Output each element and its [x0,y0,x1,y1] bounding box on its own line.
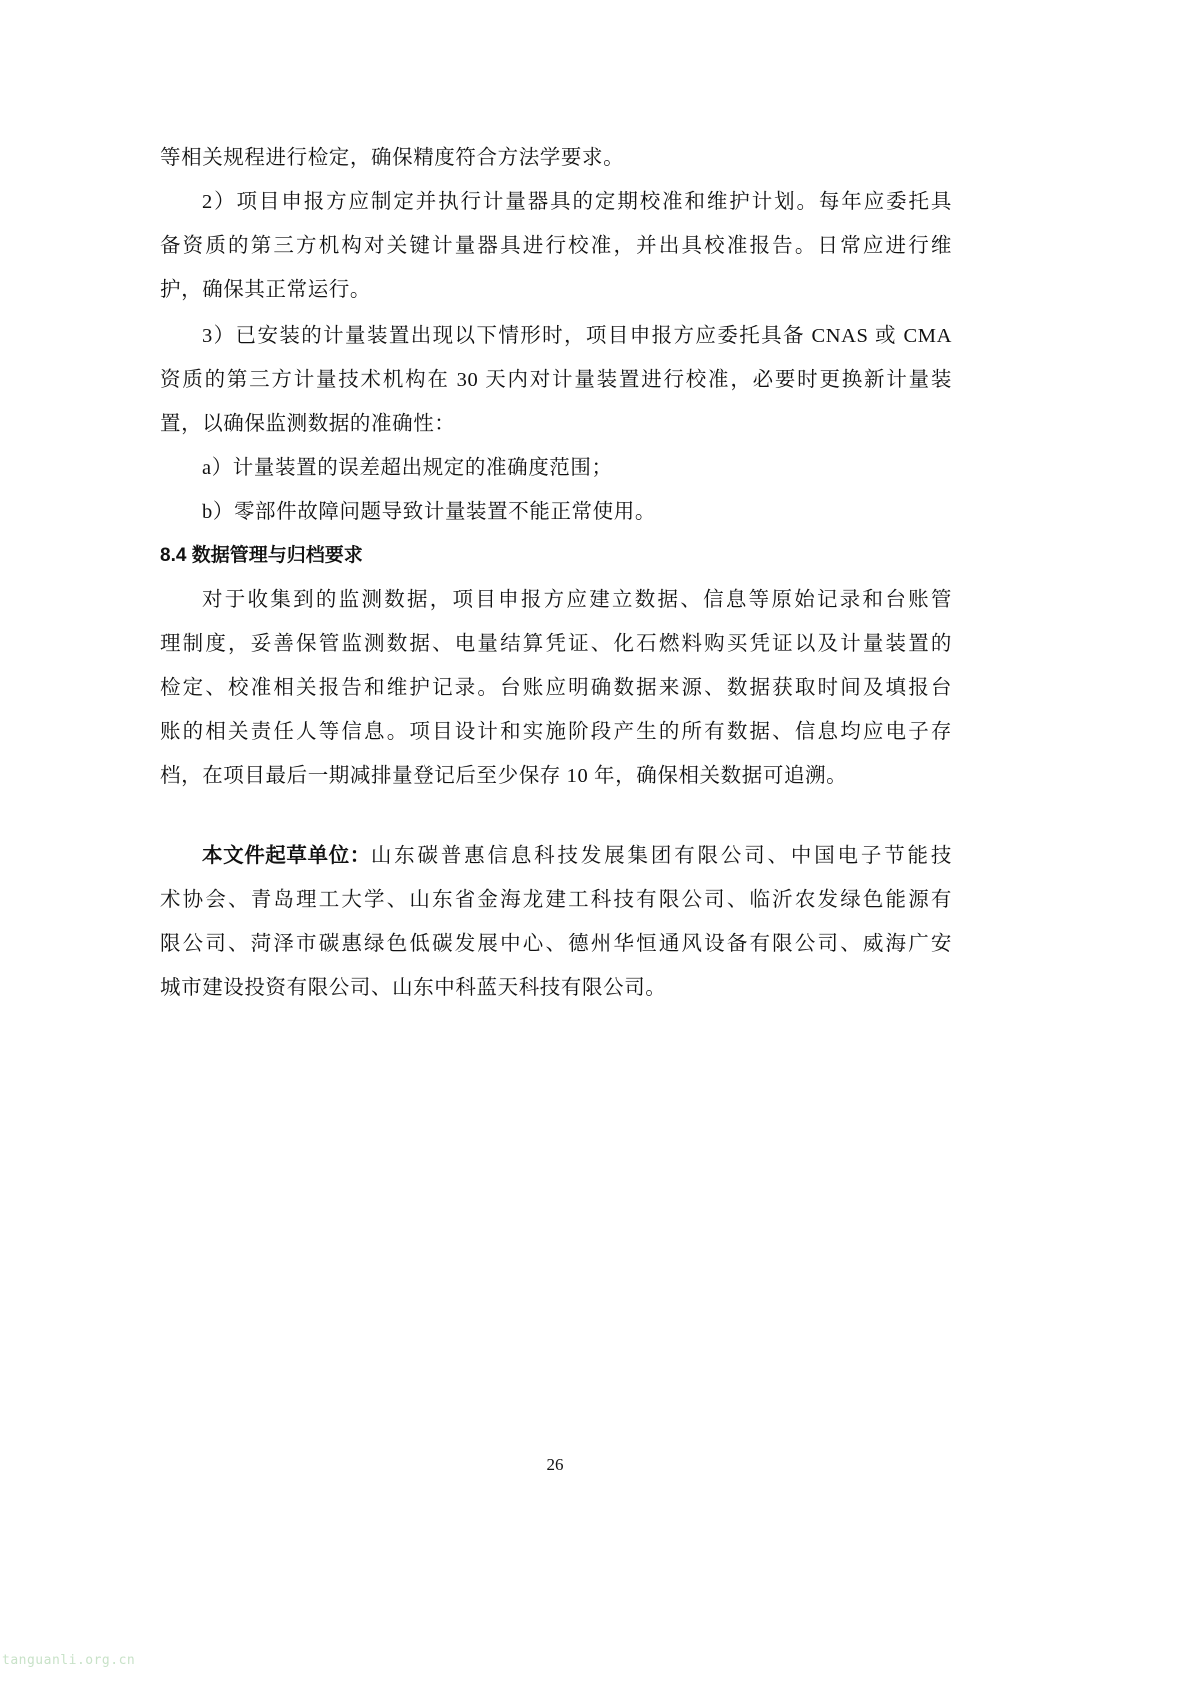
paragraph-line: 护，确保其正常运行。 [160,279,371,301]
paragraph-line: 置，以确保监测数据的准确性： [160,413,456,435]
drafters-text: 山东碳普惠信息科技发展集团有限公司、中国电子节能技 [370,845,952,867]
drafters-label: 本文件起草单位： [202,845,371,867]
paragraph-line: 账的相关责任人等信息。项目设计和实施阶段产生的所有数据、信息均应电子存 [160,721,952,743]
list-item-b: b）零部件故障问题导致计量装置不能正常使用。 [202,501,656,523]
paragraph-line: 备资质的第三方机构对关键计量器具进行校准，并出具校准报告。日常应进行维 [160,235,952,257]
paragraph-line: 档，在项目最后一期减排量登记后至少保存 10 年，确保相关数据可追溯。 [160,765,848,787]
paragraph-line: 检定、校准相关报告和维护记录。台账应明确数据来源、数据获取时间及填报台 [160,677,952,699]
paragraph-line: 3）已安装的计量装置出现以下情形时，项目申报方应委托具备 CNAS 或 CMA [202,325,952,347]
page-number: 26 [546,1455,564,1474]
section-heading: 8.4 数据管理与归档要求 [160,545,363,566]
drafters-first-line [160,838,952,874]
paragraph-line: 2）项目申报方应制定并执行计量器具的定期校准和维护计划。每年应委托具 [202,191,952,213]
paragraph-line: 资质的第三方计量技术机构在 30 天内对计量装置进行校准，必要时更换新计量装 [160,369,952,391]
paragraph-line: 对于收集到的监测数据，项目申报方应建立数据、信息等原始记录和台账管 [202,589,952,611]
paragraph-line: 等相关规程进行检定，确保精度符合方法学要求。 [160,147,625,169]
drafters-line: 术协会、青岛理工大学、山东省金海龙建工科技有限公司、临沂农发绿色能源有 [160,889,952,911]
paragraph-line: 理制度，妥善保管监测数据、电量结算凭证、化石燃料购买凭证以及计量装置的 [160,633,952,655]
drafters-line: 城市建设投资有限公司、山东中科蓝天科技有限公司。 [160,977,667,999]
list-item-a: a）计量装置的误差超出规定的准确度范围； [202,457,613,479]
watermark: tanguanli.org.cn [2,1653,136,1668]
drafters-line: 限公司、菏泽市碳惠绿色低碳发展中心、德州华恒通风设备有限公司、威海广安 [160,933,952,955]
